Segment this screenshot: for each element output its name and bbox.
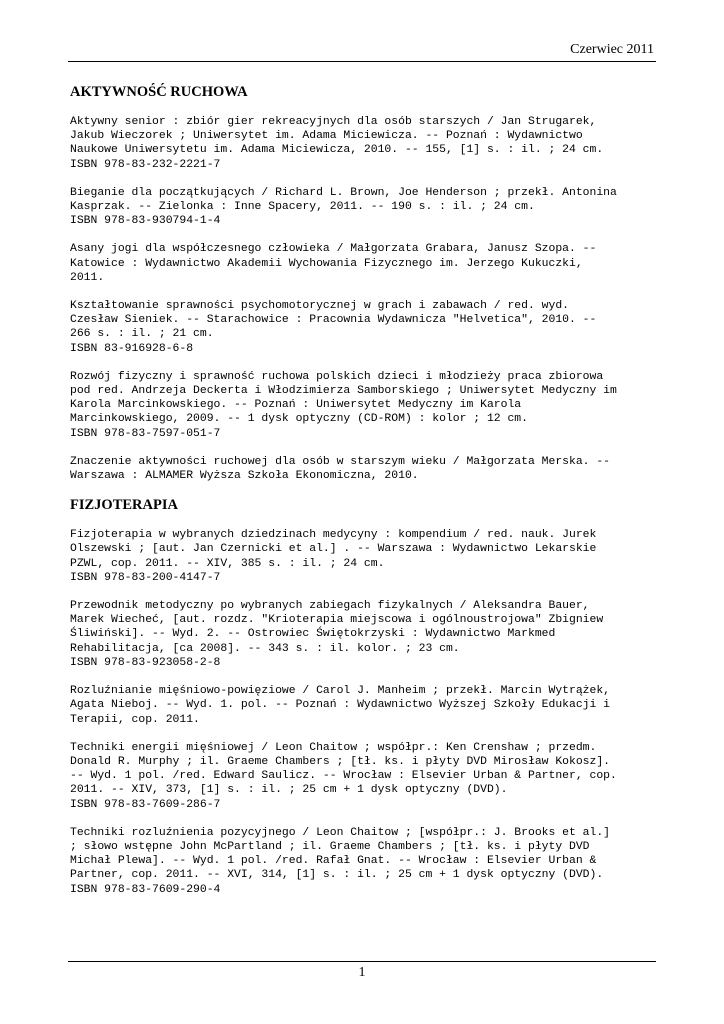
bibliography-entry: Znaczenie aktywności ruchowej dla osób w starszym wieku / Małgorzata Merska. -- Warszawa : ALMAMER Wyższa Szkoła Ekonomiczna, 2010. xyxy=(70,455,611,483)
bibliography-entry: Kształtowanie sprawności psychomotorycznej w grach i zabawach / red. wyd. Czesław Sieniek. -- Starachowice : Pracownia Wydawnicza "Helvetica", 2010. -- 266 s. : il. ; 21 cm. ISBN 83-916928-6-8 xyxy=(70,300,597,355)
page-number: 1 xyxy=(358,965,366,980)
bibliography-entry: Bieganie dla początkujących / Richard L. Brown, Joe Henderson ; przekł. Antonina Kasprzak. -- Zielonka : Inne Spacery, 2011. -- 190 s. : il. ; 24 cm. ISBN 978-83-930794-1-4 xyxy=(70,186,617,228)
section-heading: AKTYWNOŚĆ RUCHOWA xyxy=(70,84,248,100)
bibliography-entry: Fizjoterapia w wybranych dziedzinach medycyny : kompendium / red. nauk. Jurek Olszewski ; [aut. Jan Czernicki et al.] . -- Warszawa : Wydawnictwo Lekarskie PZWL, cop. 2011. -- XIV, 385 s. : il. ; 24 cm. ISBN 978-83-200-4147-7 xyxy=(70,529,597,584)
section-heading: FIZJOTERAPIA xyxy=(70,497,178,514)
bibliography-entry: Rozwój fizyczny i sprawność ruchowa polskich dzieci i młodzieży praca zbiorowa pod red. Andrzeja Deckerta i Włodzimierza Samborskiego ; Uniwersytet Medyczny im Karola Marcinkowskiego. -- Poznań : Uniwersytet Medyczny im Karola Marcinkowskiego, 2009. -- 1 dysk optyczny (CD-ROM) : kolor ; 12 cm. ISBN 978-83-7597-051-7 xyxy=(70,370,617,440)
footer-rule xyxy=(68,961,656,962)
bibliography-entry: Techniki rozluźnienia pozycyjnego / Leon Chaitow ; [współpr.: J. Brooks et al.] ; słowo wstępne John McPartland ; il. Graeme Chambers ; [tł. ks. i płyty DVD Michał Plewa]. -- Wyd. 1 pol. /red. Rafał Gnat. -- Wrocław : Elsevier Urban & Partner, cop. 2011. -- XVI, 314, [1] s. : il. ; 25 cm + 1 dysk optyczny (DVD). ISBN 978-83-7609-290-4 xyxy=(70,826,611,896)
section-fizjoterapia xyxy=(70,497,660,896)
header-rule xyxy=(68,61,656,62)
bibliography-entry: Aktywny senior : zbiór gier rekreacyjnych dla osób starszych / Jan Strugarek, Jakub Wieczorek ; Uniwersytet im. Adama Miciewicza. -- Poznań : Wydawnictwo Naukowe Uniwersytetu im. Adama Miciewicza, 2010. -- 155, [1] s. : il. ; 24 cm. ISBN 978-83-232-2221-7 xyxy=(70,116,604,171)
bibliography-entry: Techniki energii mięśniowej / Leon Chaitow ; współpr.: Ken Crenshaw ; przedm. Donald R. Murphy ; il. Graeme Chambers ; [tł. ks. i płyty DVD Mirosław Kokosz]. -- Wyd. 1 pol. /red. Edward Saulicz. -- Wrocław : Elsevier Urban & Partner, cop. 2011. -- XIV, 373, [1] s. : il. ; 25 cm + 1 dysk optyczny (DVD). ISBN 978-83-7609-286-7 xyxy=(70,741,617,811)
bibliography-entry: Przewodnik metodyczny po wybranych zabiegach fizykalnych / Aleksandra Bauer, Marek Wiecheć, [aut. rozdz. "Krioterapia miejscowa i ogólnoustrojowa" Zbigniew Śliwiński]. -- Wyd. 2. -- Ostrowiec Świętokrzyski : Wydawnictwo Markmed Rehabilitacja, [ca 2008]. -- 343 s. : il. kolor. ; 23 cm. ISBN 978-83-923058-2-8 xyxy=(70,600,604,669)
page-header-title: Czerwiec 2011 xyxy=(570,42,654,57)
bibliography-entry: Rozluźnianie mięśniowo-powięziowe / Carol J. Manheim ; przekł. Marcin Wytrążek, Agata Nieboj. -- Wyd. 1. pol. -- Poznań : Wydawnictwo Wyższej Szkoły Edukacji i Terapii, cop. 2011. xyxy=(70,685,611,726)
section-aktywnosc-ruchowa xyxy=(70,84,660,483)
document-body xyxy=(70,84,660,911)
bibliography-entry: Asany jogi dla współczesnego człowieka / Małgorzata Grabara, Janusz Szopa. -- Katowice : Wydawnictwo Akademii Wychowania Fizycznego im. Jerzego Kukuczki, 2011. xyxy=(70,243,597,284)
